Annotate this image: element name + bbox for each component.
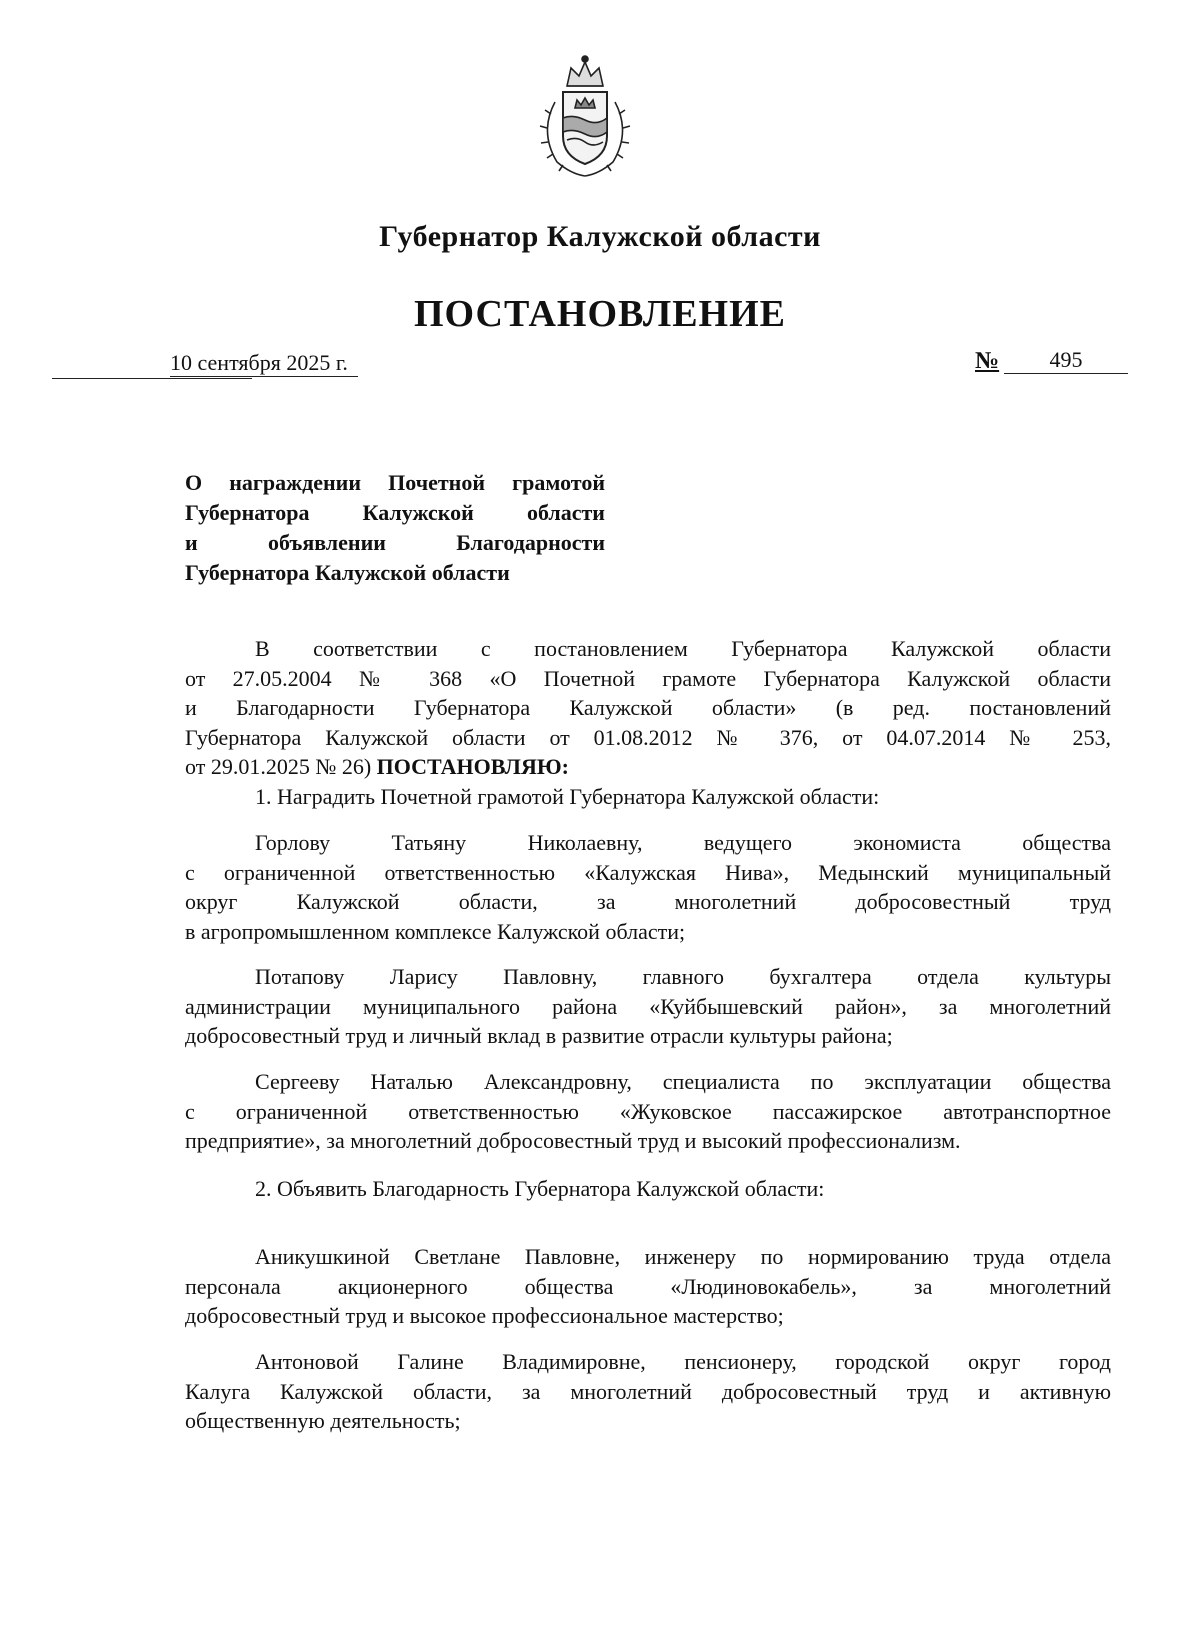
preamble-paragraph — [185, 634, 1111, 811]
subject-line: и объявлении Благодарности — [185, 530, 605, 555]
document-date: 10 сентября 2025 г. — [170, 350, 358, 377]
text-line: в агропромышленном комплексе Калужской области; — [185, 918, 686, 944]
award-paragraph — [185, 1067, 1111, 1156]
document-subject — [185, 468, 605, 588]
text-line: добросовестный труд и личный вклад в развитие отрасли культуры района; — [185, 1023, 893, 1048]
date-underline — [52, 378, 252, 379]
subject-line: Губернатора Калужской области — [185, 560, 510, 585]
award-paragraph — [185, 828, 1111, 946]
text-line: В соответствии с постановлением Губернатора Калужской области — [255, 636, 1111, 661]
text-line: Горлову Татьяну Николаевну, ведущего экономиста общества — [255, 830, 1111, 855]
item2-heading: 2. Объявить Благодарность Губернатора Калужской области: — [255, 1176, 825, 1201]
text-line — [185, 752, 1111, 782]
text-line: добросовестный труд и высокое профессиональное мастерство; — [185, 1303, 784, 1328]
text-line: администрации муниципального района «Куйбышевский район», за многолетний — [185, 993, 1111, 1019]
text-line: Потапову Ларису Павловну, главного бухгалтера отдела культуры — [255, 964, 1111, 989]
gratitude-paragraph — [185, 1347, 1111, 1436]
text-line: с ограниченной ответственностью «Жуковское пассажирское автотранспортное — [185, 1098, 1111, 1124]
document-type: ПОСТАНОВЛЕНИЕ — [413, 293, 787, 335]
text-line: Антоновой Галине Владимировне, пенсионеру, городской округ город — [255, 1349, 1111, 1374]
text-line: и Благодарности Губернатора Калужской области» (в ред. постановлений — [185, 695, 1111, 720]
coat-of-arms-icon — [533, 52, 637, 180]
text-line: Губернатора Калужской области от 01.08.2012 № 376, от 04.07.2014 № 253, — [185, 724, 1111, 750]
document-number: 495 — [1004, 347, 1128, 374]
text-line: с ограниченной ответственностью «Калужская Нива», Медынский муниципальный — [185, 859, 1111, 885]
text-line: персонала акционерного общества «Людиновокабель», за многолетний — [185, 1273, 1111, 1299]
text-line: общественную деятельность; — [185, 1408, 461, 1433]
number-label: № — [975, 348, 1000, 374]
item2-heading-block — [185, 1174, 1111, 1204]
item1-heading: 1. Наградить Почетной грамотой Губернатора Калужской области: — [255, 783, 880, 809]
text-line: Калуга Калужской области, за многолетний добросовестный труд и активную — [185, 1378, 1111, 1404]
award-paragraph — [185, 962, 1111, 1051]
decree-word: ПОСТАНОВЛЯЮ: — [376, 754, 569, 779]
subject-line: Губернатора Калужской области — [185, 500, 605, 525]
text-line: Аникушкиной Светлане Павловне, инженеру по нормированию труда отдела — [255, 1244, 1111, 1269]
text-line: предприятие», за многолетний добросовестный труд и высокий профессионализм. — [185, 1128, 961, 1153]
text-line: округ Калужской области, за многолетний добросовестный труд — [185, 889, 1111, 914]
issuing-authority: Губернатор Калужской области — [379, 220, 821, 253]
subject-line: О награждении Почетной грамотой — [185, 470, 605, 495]
text-line: от 27.05.2004 № 368 «О Почетной грамоте Губернатора Калужской области — [185, 665, 1111, 691]
text-line: Сергееву Наталью Александровну, специалиста по эксплуатации общества — [255, 1069, 1111, 1094]
gratitude-paragraph — [185, 1242, 1111, 1331]
preamble-tail: от 29.01.2025 № 26) — [185, 754, 372, 779]
